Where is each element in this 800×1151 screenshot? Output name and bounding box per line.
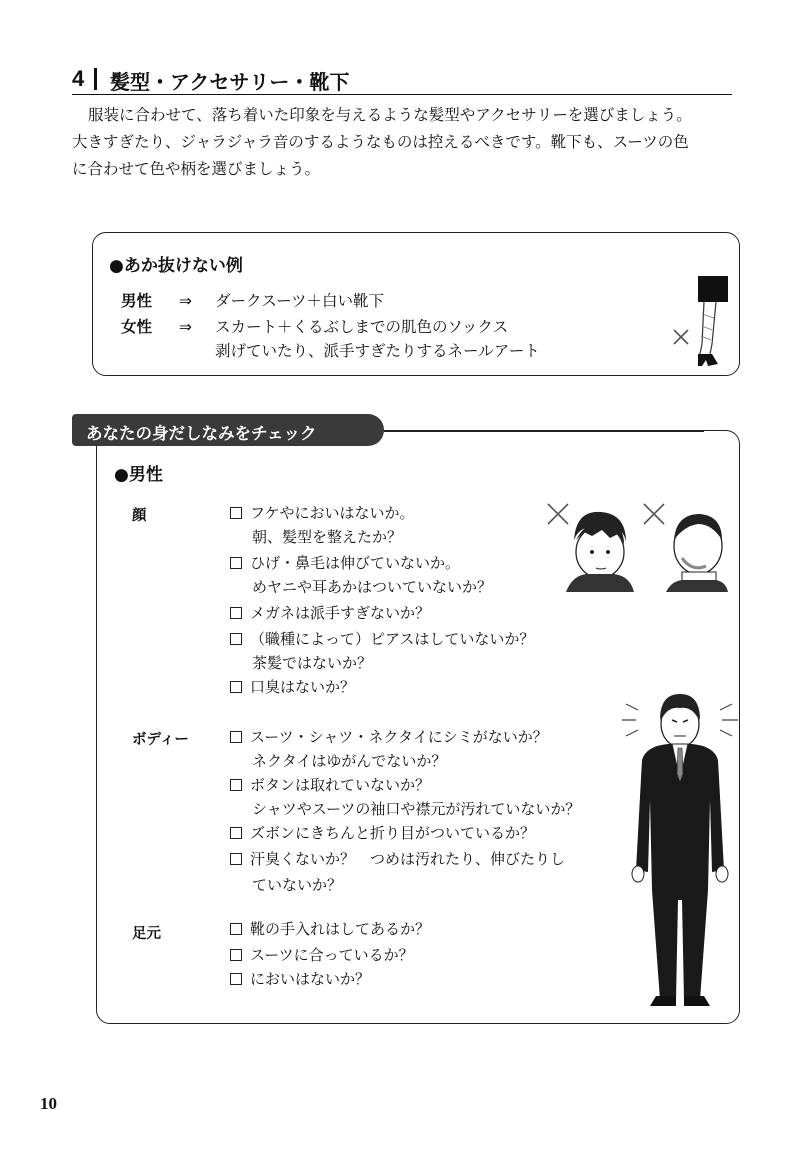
check-item-cont: シャツやスーツの袖口や襟元が汚れていないか？ [252,800,581,818]
check-item: ひげ・鼻毛は伸びていないか。 [230,552,460,574]
checkbox[interactable] [230,507,242,519]
checkbox[interactable] [230,827,242,839]
arrow-icon: ⇒ [179,318,192,336]
checkbox[interactable] [230,973,242,985]
intro-line: 服装に合わせて、落ち着いた印象を与えるような髪型やアクセサリーを選びましょう。 [88,106,692,124]
female-example-text: スカート＋くるぶしまでの肌色のソックス [215,318,509,336]
intro-paragraph [72,102,752,183]
check-item-cont: 朝、髪型を整えたか？ [252,528,403,546]
check-item-cont: 茶髪ではないか？ [252,654,373,672]
checkbox[interactable] [230,681,242,693]
unshaven-face-illustration [642,500,730,592]
checkbox[interactable] [230,557,242,569]
page-number: 10 [40,1094,57,1113]
check-item: スーツに合っているか？ [230,944,414,966]
tab-rule [384,430,704,432]
checklist-tab: あなたの身だしなみをチェック [72,414,384,446]
checkbox[interactable] [230,923,242,935]
checkbox[interactable] [230,949,242,961]
checkbox[interactable] [230,853,242,865]
male-heading: ●男性 [114,465,163,485]
male-example-text: ダークスーツ＋白い靴下 [215,292,384,310]
face-label: 顔 [132,508,147,524]
checkbox[interactable] [230,731,242,743]
check-item: 汗臭くないか？ つめは汚れたり、伸びたりし [230,848,565,870]
male-label: 男性 [121,292,153,310]
messy-face-illustration [546,500,636,592]
section-header [72,64,732,94]
leg-shoe-illustration [672,274,734,372]
male-example-row [121,289,384,311]
checkbox[interactable] [230,633,242,645]
section-underline [72,94,732,95]
checkbox[interactable] [230,607,242,619]
section-divider [94,68,97,90]
intro-line: 大きすぎたり、ジャラジャラ音のするようなものは控えるべきです。靴下も、スーツの色 [72,133,689,151]
bad-examples-heading: ●あか抜けない例 [109,256,243,276]
section-title: 髪型・アクセサリー・靴下 [110,70,350,94]
feet-label: 足元 [132,926,161,942]
section-number: 4 [72,66,85,91]
body-label: ボディー [132,732,189,748]
check-item: フケやにおいはないか。 [230,502,415,524]
intro-line: に合わせて色や柄を選びましょう。 [72,160,321,178]
check-item: においはないか？ [230,968,370,990]
check-item: メガネは派手すぎないか？ [230,602,430,624]
check-item-cont: ネクタイはゆがんでないか？ [252,752,447,770]
check-item-cont: めヤニや耳あかはついていないか？ [252,578,493,596]
businessman-illustration [620,690,740,1010]
check-item: 口臭はないか？ [230,676,355,698]
check-item-cont: ていないか？ [252,876,343,894]
female-example-text-2: 剥げていたり、派手すぎたりするネールアート [215,342,540,360]
check-item: 靴の手入れはしてあるか？ [230,918,430,940]
female-label: 女性 [121,318,153,336]
check-item: スーツ・シャツ・ネクタイにシミがないか？ [230,726,548,748]
checkbox[interactable] [230,779,242,791]
female-example-row [121,315,508,337]
female-example-row-2 [215,339,540,361]
check-item: ボタンは取れていないか？ [230,774,430,796]
check-item: （職種によって）ピアスはしていないか？ [230,628,534,650]
arrow-icon: ⇒ [179,292,192,310]
check-item: ズボンにきちんと折り目がついているか？ [230,822,535,844]
bad-examples-box [92,232,740,376]
